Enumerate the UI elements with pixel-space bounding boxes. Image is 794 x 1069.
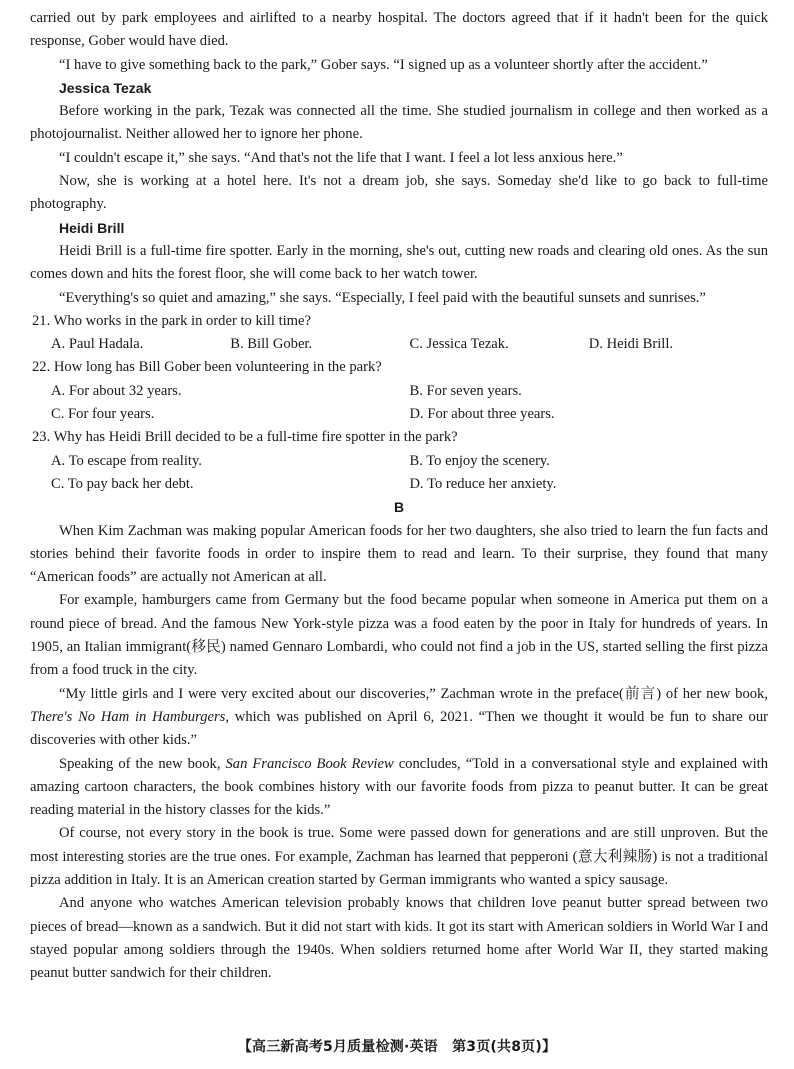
paragraph-b-3-start: “My little girls and I were very excited about our discoveries,” Zachman wrote in the preface(前言) of her new book, [59,685,768,702]
paragraph-b-4-end: concludes, “Told in a conversational style and explained with amazing cartoon characters, the book combines history with our favorite foods from pizza to peanut butter. It can be great reading material in the history classes for the kids.” [30,755,768,819]
paragraph-b-6: And anyone who watches American television probably knows that children love peanut butter spread between two pieces of bread—known as a sandwich. But it did not start with kids. It got its start with American soldiers in World War I and stayed popular among soldiers through the 1940s. When soldiers returned home after World War II, they started making peanut butter sandwich for their children. [30,895,768,982]
question-23-options-row2 [30,473,768,496]
paragraph-b-3 [30,683,768,753]
book-title: There's No Ham in Hamburgers [30,708,226,725]
paragraph-b-1: When Kim Zachman was making popular American foods for her two daughters, she also tried to learn the fun facts and stories behind their favorite foods in order to inspire them to read and learn. To their surprise, they found that many “American foods” are actually not American at all. [30,522,768,586]
q21-option-b: B. Bill Gober. [230,336,313,353]
paragraph-tezak-3: Now, she is working at a hotel here. It's not a dream job, she says. Someday she'd like to go back to full-time photography. [30,173,768,213]
q23-option-b: B. To enjoy the scenery. [409,452,550,469]
q22-option-b: B. For seven years. [409,382,522,399]
heading-jessica-tezak: Jessica Tezak [59,79,152,96]
page-footer: 【高三新高考5月质量检测·英语 第3页(共8页)】 [237,1039,557,1055]
q21-option-a: A. Paul Hadala. [51,336,144,353]
review-title: San Francisco Book Review [225,755,394,772]
paragraph-b-5: Of course, not every story in the book is true. Some were passed down for generations and are still unproven. But the most interesting stories are the true ones. For example, Zachman has learned that pepperoni (意大利辣肠) is not a traditional pizza addition in Italy. It is an American creation started by German immigrants who wanted a spicy sausage. [30,825,768,888]
q22-option-d: D. For about three years. [409,406,555,423]
page-content [30,7,768,985]
question-22: 22. How long has Bill Gober been volunteering in the park? [32,359,382,376]
question-21: 21. Who works in the park in order to kill time? [32,312,311,329]
q21-option-c: C. Jessica Tezak. [409,336,509,353]
paragraph-b-4 [30,753,768,823]
question-21-options [30,333,768,356]
q23-option-a: A. To escape from reality. [51,452,202,469]
q22-option-a: A. For about 32 years. [51,382,182,399]
paragraph-b-4-start: Speaking of the new book, [59,755,226,772]
question-23: 23. Why has Heidi Brill decided to be a full-time fire spotter in the park? [32,429,458,446]
question-22-options-row1 [30,380,768,403]
q23-option-d: D. To reduce her anxiety. [409,475,557,492]
section-b-heading: B [393,499,405,516]
paragraph-tezak-2: “I couldn't escape it,” she says. “And that's not the life that I want. I feel a lot less anxious here.” [59,149,623,166]
paragraph-tezak-1: Before working in the park, Tezak was connected all the time. She studied journalism in college and then worked as a photojournalist. Neither allowed her to ignore her phone. [30,103,768,143]
question-23-options-row1 [30,450,768,473]
heading-heidi-brill: Heidi Brill [59,219,125,236]
paragraph-brill-2: “Everything's so quiet and amazing,” she says. “Especially, I feel paid with the beautiful sunsets and sunrises.” [59,289,706,306]
paragraph-b-3-end: , which was published on April 6, 2021. “Then we thought it would be fun to share our discoveries with other kids.” [30,708,768,749]
q22-option-c: C. For four years. [51,406,155,423]
paragraph-brill-1: Heidi Brill is a full-time fire spotter. Early in the morning, she's out, cutting new roads and clearing old ones. As the sun comes down and hits the forest floor, she will come back to her watch tower. [30,242,768,283]
q21-option-d: D. Heidi Brill. [588,336,674,353]
q23-option-c: C. To pay back her debt. [51,475,194,492]
paragraph-gober-quote: “I have to give something back to the park,” Gober says. “I signed up as a volunteer shortly after the accident.” [59,56,708,73]
paragraph-b-2: For example, hamburgers came from Germany but the food became popular when someone in America put them on a round piece of bread. And the famous New York-style pizza was a food eaten by the poor in Italy for hundreds of years. In 1905, an Italian immigrant(移民) named Gennaro Lombardi, who could not find a job in the US, started selling the first pizza from a food truck in the city. [30,592,768,679]
paragraph-gober-rescue: carried out by park employees and airlifted to a nearby hospital. The doctors agreed that if it hadn't been for the quick response, Gober would have died. [30,10,768,50]
question-22-options-row2 [30,403,768,426]
